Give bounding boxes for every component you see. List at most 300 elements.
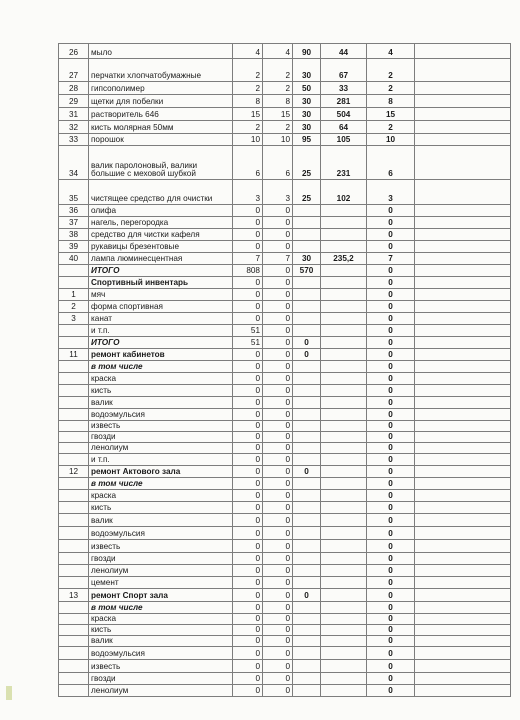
count-cell: 0 [367, 540, 415, 553]
count-cell: 0 [367, 614, 415, 625]
quantity-1-cell: 0 [233, 602, 263, 614]
quantity-1-cell: 0 [233, 466, 263, 478]
price-cell: 25 [293, 146, 321, 180]
quantity-1-cell: 0 [233, 636, 263, 647]
sum-cell: 105 [321, 134, 367, 146]
table-row [59, 636, 511, 647]
table-row [59, 454, 511, 466]
row-number-cell [59, 540, 89, 553]
item-name-cell: в том числе [89, 602, 233, 614]
blank-cell [415, 421, 511, 432]
sum-cell [321, 385, 367, 397]
quantity-2-cell: 2 [263, 59, 293, 82]
count-cell: 15 [367, 108, 415, 121]
quantity-1-cell: 0 [233, 229, 263, 241]
count-cell: 0 [367, 421, 415, 432]
price-cell [293, 647, 321, 660]
sum-cell [321, 490, 367, 502]
price-cell [293, 373, 321, 385]
quantity-2-cell: 0 [263, 514, 293, 527]
row-number-cell: 34 [59, 146, 89, 180]
item-name-cell: водоэмульсия [89, 409, 233, 421]
row-number-cell [59, 673, 89, 685]
row-number-cell: 3 [59, 313, 89, 325]
price-cell [293, 432, 321, 443]
table-row [59, 108, 511, 121]
blank-cell [415, 59, 511, 82]
table-row [59, 313, 511, 325]
blank-cell [415, 337, 511, 349]
sum-cell [321, 241, 367, 253]
blank-cell [415, 146, 511, 180]
quantity-2-cell: 0 [263, 265, 293, 277]
price-cell [293, 397, 321, 409]
quantity-1-cell: 0 [233, 577, 263, 589]
table-row [59, 217, 511, 229]
quantity-2-cell: 0 [263, 673, 293, 685]
sum-cell: 281 [321, 95, 367, 108]
quantity-1-cell: 0 [233, 301, 263, 313]
price-cell: 50 [293, 82, 321, 95]
quantity-2-cell: 0 [263, 361, 293, 373]
quantity-2-cell: 15 [263, 108, 293, 121]
row-number-cell [59, 277, 89, 289]
sum-cell [321, 565, 367, 577]
quantity-2-cell: 2 [263, 82, 293, 95]
sum-cell [321, 514, 367, 527]
row-number-cell [59, 478, 89, 490]
blank-cell [415, 685, 511, 697]
price-cell: 30 [293, 59, 321, 82]
sum-cell [321, 421, 367, 432]
quantity-1-cell: 0 [233, 205, 263, 217]
count-cell: 3 [367, 180, 415, 205]
price-cell [293, 325, 321, 337]
row-number-cell [59, 565, 89, 577]
row-number-cell: 27 [59, 59, 89, 82]
price-cell: 25 [293, 180, 321, 205]
table-row [59, 349, 511, 361]
sum-cell [321, 361, 367, 373]
price-cell [293, 409, 321, 421]
quantity-2-cell: 0 [263, 466, 293, 478]
price-cell: 90 [293, 44, 321, 59]
item-name-cell: канат [89, 313, 233, 325]
price-cell [293, 540, 321, 553]
blank-cell [415, 277, 511, 289]
sum-cell [321, 636, 367, 647]
price-cell [293, 313, 321, 325]
count-cell: 0 [367, 373, 415, 385]
sum-cell [321, 553, 367, 565]
sum-cell [321, 502, 367, 514]
quantity-2-cell: 0 [263, 301, 293, 313]
blank-cell [415, 466, 511, 478]
price-cell [293, 553, 321, 565]
price-cell [293, 602, 321, 614]
count-cell: 0 [367, 636, 415, 647]
count-cell: 0 [367, 527, 415, 540]
blank-cell [415, 577, 511, 589]
row-number-cell [59, 361, 89, 373]
quantity-2-cell: 0 [263, 478, 293, 490]
quantity-2-cell: 0 [263, 602, 293, 614]
sum-cell: 64 [321, 121, 367, 134]
quantity-2-cell: 6 [263, 146, 293, 180]
count-cell: 0 [367, 685, 415, 697]
quantity-2-cell: 0 [263, 421, 293, 432]
quantity-2-cell: 0 [263, 589, 293, 602]
price-cell: 0 [293, 337, 321, 349]
price-cell [293, 454, 321, 466]
sum-cell [321, 660, 367, 673]
quantity-2-cell: 0 [263, 577, 293, 589]
price-cell [293, 565, 321, 577]
item-name-cell: в том числе [89, 361, 233, 373]
price-cell [293, 361, 321, 373]
blank-cell [415, 514, 511, 527]
table-row [59, 385, 511, 397]
supplies-table [58, 43, 511, 697]
price-cell: 0 [293, 466, 321, 478]
blank-cell [415, 253, 511, 265]
quantity-1-cell: 4 [233, 44, 263, 59]
sum-cell: 231 [321, 146, 367, 180]
count-cell: 0 [367, 409, 415, 421]
quantity-1-cell: 2 [233, 121, 263, 134]
quantity-2-cell: 0 [263, 540, 293, 553]
table-row [59, 253, 511, 265]
row-number-cell: 32 [59, 121, 89, 134]
count-cell: 8 [367, 95, 415, 108]
table-row [59, 44, 511, 59]
row-number-cell: 28 [59, 82, 89, 95]
price-cell [293, 289, 321, 301]
blank-cell [415, 565, 511, 577]
count-cell: 0 [367, 466, 415, 478]
blank-cell [415, 241, 511, 253]
quantity-1-cell: 0 [233, 527, 263, 540]
item-name-cell: ремонт Спорт зала [89, 589, 233, 602]
count-cell: 7 [367, 253, 415, 265]
item-name-cell: ленолиум [89, 685, 233, 697]
blank-cell [415, 660, 511, 673]
item-name-cell: кисть молярная 50мм [89, 121, 233, 134]
price-cell [293, 673, 321, 685]
row-number-cell [59, 502, 89, 514]
blank-cell [415, 349, 511, 361]
quantity-1-cell: 7 [233, 253, 263, 265]
quantity-1-cell: 51 [233, 337, 263, 349]
quantity-1-cell: 6 [233, 146, 263, 180]
item-name-cell: гипсополимер [89, 82, 233, 95]
price-cell: 570 [293, 265, 321, 277]
blank-cell [415, 325, 511, 337]
price-cell [293, 614, 321, 625]
quantity-2-cell: 0 [263, 443, 293, 454]
count-cell: 6 [367, 146, 415, 180]
blank-cell [415, 265, 511, 277]
item-name-cell: гвозди [89, 553, 233, 565]
sum-cell [321, 373, 367, 385]
row-number-cell: 2 [59, 301, 89, 313]
count-cell: 0 [367, 432, 415, 443]
row-number-cell: 37 [59, 217, 89, 229]
quantity-2-cell: 0 [263, 502, 293, 514]
quantity-2-cell: 10 [263, 134, 293, 146]
quantity-1-cell: 0 [233, 625, 263, 636]
quantity-1-cell: 0 [233, 553, 263, 565]
row-number-cell: 29 [59, 95, 89, 108]
row-number-cell [59, 373, 89, 385]
blank-cell [415, 673, 511, 685]
quantity-1-cell: 0 [233, 409, 263, 421]
price-cell [293, 625, 321, 636]
table-row [59, 443, 511, 454]
quantity-1-cell: 0 [233, 373, 263, 385]
item-name-cell: нагель, перегородка [89, 217, 233, 229]
row-number-cell [59, 602, 89, 614]
price-cell [293, 514, 321, 527]
item-name-cell: ленолиум [89, 565, 233, 577]
table-row [59, 577, 511, 589]
table-row [59, 432, 511, 443]
row-number-cell: 38 [59, 229, 89, 241]
sum-cell [321, 466, 367, 478]
row-number-cell: 1 [59, 289, 89, 301]
price-cell: 0 [293, 589, 321, 602]
table-row [59, 146, 511, 180]
table-row [59, 527, 511, 540]
price-cell [293, 385, 321, 397]
table-row [59, 614, 511, 625]
table-row [59, 325, 511, 337]
quantity-1-cell: 0 [233, 589, 263, 602]
count-cell: 0 [367, 478, 415, 490]
item-name-cell: ремонт кабинетов [89, 349, 233, 361]
blank-cell [415, 614, 511, 625]
count-cell: 0 [367, 673, 415, 685]
price-cell [293, 478, 321, 490]
quantity-1-cell: 0 [233, 614, 263, 625]
count-cell: 4 [367, 44, 415, 59]
quantity-2-cell: 3 [263, 180, 293, 205]
quantity-2-cell: 0 [263, 432, 293, 443]
count-cell: 0 [367, 385, 415, 397]
item-name-cell: чистящее средство для очистки [89, 180, 233, 205]
quantity-2-cell: 0 [263, 325, 293, 337]
table-row [59, 514, 511, 527]
blank-cell [415, 180, 511, 205]
table-row [59, 490, 511, 502]
row-number-cell: 33 [59, 134, 89, 146]
table-row [59, 602, 511, 614]
count-cell: 2 [367, 59, 415, 82]
sum-cell [321, 602, 367, 614]
count-cell: 0 [367, 361, 415, 373]
quantity-1-cell: 0 [233, 289, 263, 301]
table-row [59, 289, 511, 301]
count-cell: 0 [367, 553, 415, 565]
price-cell [293, 205, 321, 217]
row-number-cell [59, 514, 89, 527]
table-row [59, 265, 511, 277]
sum-cell [321, 432, 367, 443]
count-cell: 10 [367, 134, 415, 146]
quantity-2-cell: 0 [263, 685, 293, 697]
sum-cell [321, 443, 367, 454]
blank-cell [415, 217, 511, 229]
row-number-cell [59, 421, 89, 432]
item-name-cell: щетки для побелки [89, 95, 233, 108]
blank-cell [415, 373, 511, 385]
quantity-2-cell: 0 [263, 289, 293, 301]
quantity-1-cell: 0 [233, 490, 263, 502]
quantity-2-cell: 4 [263, 44, 293, 59]
count-cell: 0 [367, 577, 415, 589]
count-cell: 0 [367, 490, 415, 502]
count-cell: 2 [367, 121, 415, 134]
table-row [59, 277, 511, 289]
row-number-cell [59, 553, 89, 565]
price-cell: 30 [293, 121, 321, 134]
blank-cell [415, 443, 511, 454]
count-cell: 0 [367, 277, 415, 289]
row-number-cell: 40 [59, 253, 89, 265]
item-name-cell: известь [89, 540, 233, 553]
sum-cell [321, 205, 367, 217]
quantity-1-cell: 0 [233, 454, 263, 466]
quantity-2-cell: 0 [263, 553, 293, 565]
count-cell: 0 [367, 454, 415, 466]
table-row [59, 409, 511, 421]
table-row [59, 59, 511, 82]
sum-cell [321, 527, 367, 540]
row-number-cell: 35 [59, 180, 89, 205]
item-name-cell: краска [89, 490, 233, 502]
row-number-cell [59, 409, 89, 421]
table-row [59, 660, 511, 673]
item-name-cell: валик [89, 397, 233, 409]
price-cell [293, 229, 321, 241]
row-number-cell [59, 647, 89, 660]
quantity-2-cell: 0 [263, 647, 293, 660]
table-row [59, 421, 511, 432]
row-number-cell [59, 527, 89, 540]
quantity-2-cell: 0 [263, 229, 293, 241]
item-name-cell: ИТОГО [89, 265, 233, 277]
item-name-cell: рукавицы брезентовые [89, 241, 233, 253]
blank-cell [415, 409, 511, 421]
sum-cell [321, 313, 367, 325]
row-number-cell: 12 [59, 466, 89, 478]
quantity-1-cell: 0 [233, 565, 263, 577]
table-row [59, 553, 511, 565]
price-cell [293, 421, 321, 432]
sum-cell [321, 478, 367, 490]
count-cell: 0 [367, 229, 415, 241]
row-number-cell [59, 337, 89, 349]
sum-cell [321, 229, 367, 241]
blank-cell [415, 625, 511, 636]
quantity-2-cell: 0 [263, 660, 293, 673]
count-cell: 0 [367, 349, 415, 361]
count-cell: 0 [367, 241, 415, 253]
sum-cell [321, 217, 367, 229]
table-row [59, 466, 511, 478]
quantity-2-cell: 0 [263, 217, 293, 229]
quantity-1-cell: 0 [233, 313, 263, 325]
blank-cell [415, 134, 511, 146]
quantity-1-cell: 2 [233, 59, 263, 82]
quantity-2-cell: 8 [263, 95, 293, 108]
sum-cell [321, 625, 367, 636]
price-cell [293, 241, 321, 253]
price-cell [293, 527, 321, 540]
item-name-cell: порошок [89, 134, 233, 146]
price-cell [293, 301, 321, 313]
sum-cell: 504 [321, 108, 367, 121]
blank-cell [415, 478, 511, 490]
blank-cell [415, 397, 511, 409]
table-row [59, 337, 511, 349]
quantity-1-cell: 0 [233, 673, 263, 685]
item-name-cell: ремонт Актового зала [89, 466, 233, 478]
count-cell: 0 [367, 647, 415, 660]
blank-cell [415, 229, 511, 241]
row-number-cell [59, 454, 89, 466]
count-cell: 0 [367, 565, 415, 577]
sum-cell [321, 265, 367, 277]
quantity-1-cell: 0 [233, 540, 263, 553]
table-row [59, 373, 511, 385]
quantity-2-cell: 0 [263, 409, 293, 421]
sum-cell [321, 647, 367, 660]
blank-cell [415, 361, 511, 373]
item-name-cell: валик паролоновый, валики большие с меховой шубкой [89, 146, 233, 180]
quantity-1-cell: 0 [233, 241, 263, 253]
sum-cell [321, 540, 367, 553]
count-cell: 0 [367, 217, 415, 229]
count-cell: 0 [367, 625, 415, 636]
count-cell: 0 [367, 443, 415, 454]
blank-cell [415, 540, 511, 553]
sum-cell [321, 397, 367, 409]
count-cell: 0 [367, 660, 415, 673]
row-number-cell [59, 265, 89, 277]
count-cell: 2 [367, 82, 415, 95]
quantity-2-cell: 0 [263, 565, 293, 577]
sum-cell [321, 325, 367, 337]
sum-cell [321, 409, 367, 421]
table-row [59, 625, 511, 636]
item-name-cell: кисть [89, 502, 233, 514]
row-number-cell: 13 [59, 589, 89, 602]
table-row [59, 121, 511, 134]
item-name-cell: мыло [89, 44, 233, 59]
quantity-1-cell: 2 [233, 82, 263, 95]
count-cell: 0 [367, 397, 415, 409]
quantity-1-cell: 0 [233, 660, 263, 673]
sum-cell: 235,2 [321, 253, 367, 265]
quantity-1-cell: 0 [233, 502, 263, 514]
sum-cell [321, 614, 367, 625]
blank-cell [415, 553, 511, 565]
quantity-2-cell: 0 [263, 636, 293, 647]
table-row [59, 301, 511, 313]
row-number-cell: 31 [59, 108, 89, 121]
table-row [59, 134, 511, 146]
